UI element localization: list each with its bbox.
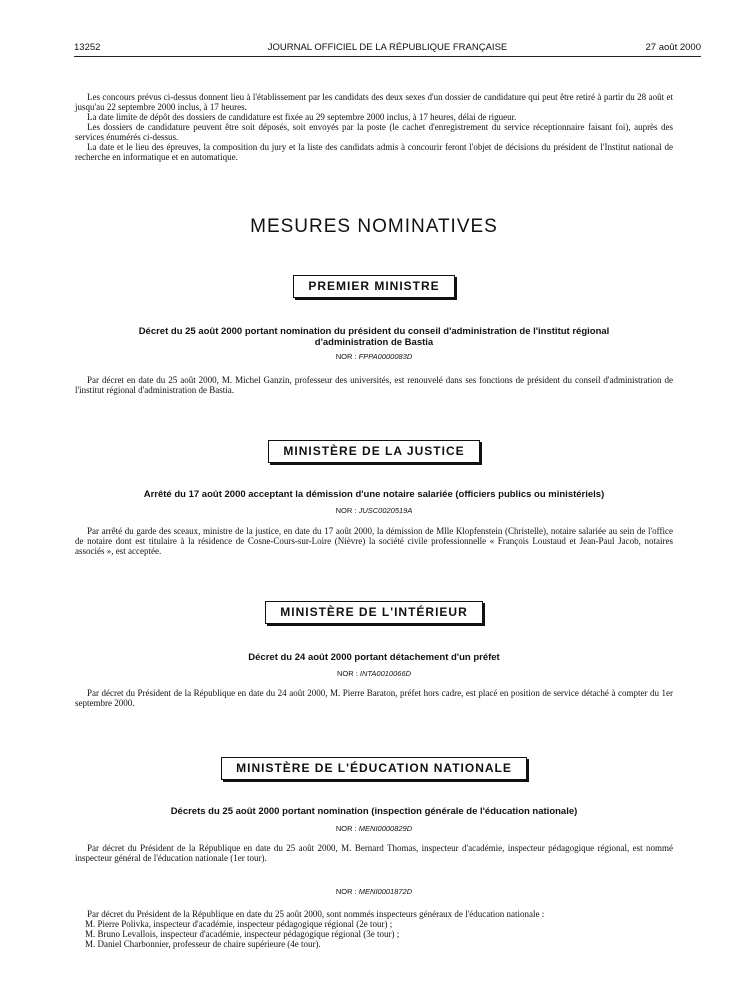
decree-body: Par décret du Président de la République en date du 25 août 2000, sont nommés inspecteurs généraux de l'éducation nationale : [87,909,545,919]
ministry-box: MINISTÈRE DE L'ÉDUCATION NATIONALE [221,757,527,780]
nominative-measures [75,0,673,990]
nor-reference: NOR : INTA0010066D [336,669,412,678]
ministry-box: PREMIER MINISTRE [293,275,454,298]
appointee-list [75,919,673,949]
nor-reference: NOR : MENI0001872D [335,887,413,896]
page-number: 13252 [74,42,101,53]
intro-paragraph: La date limite de dépôt des dossiers de candidature est fixée au 29 septembre 2000 inclus, à 17 heures, délai de rigueur. [87,112,517,122]
decree-title: Décret du 24 août 2000 portant détachement d'un préfet [248,652,500,663]
nor-reference: NOR : JUSC0020519A [335,506,413,515]
nor-reference: NOR : FPPA0000083D [335,352,413,361]
decree-body: Par arrêté du garde des sceaux, ministre de la justice, en date du 17 août 2000, la démission de Mlle Klopfenstein (Christelle), notaire salariée au sein de l'office de notaire dont est titulaire à la résidence de Cosne-Cours-sur-Loire (Nièvre) la société civile professionnelle « François Loustaud et Jean-Paul Jacob, notaires associés », est acceptée. [75,526,673,556]
decree-body: Par décret en date du 25 août 2000, M. Michel Ganzin, professeur des universités, est renouvelé dans ses fonctions de président du conseil d'administration de l'institut régional d'administration de Bastia. [75,375,673,395]
decree-body: Par décret du Président de la République en date du 24 août 2000, M. Pierre Baraton, préfet hors cadre, est placé en position de service détaché à compter du 1er septembre 2000. [75,688,673,708]
ministry-box: MINISTÈRE DE LA JUSTICE [268,440,479,463]
list-item: M. Bruno Levallois, inspecteur d'académie, inspecteur pédagogique régional (3e tour) ; [85,929,400,939]
ministry-box: MINISTÈRE DE L'INTÉRIEUR [265,601,483,624]
intro-paragraph: La date et le lieu des épreuves, la composition du jury et la liste des candidats admis à concourir feront l'objet de décisions du président de l'Institut national de recherche en informatique et en automatique. [75,142,673,162]
decree-title: Décrets du 25 août 2000 portant nomination (inspection générale de l'éducation nationale) [170,806,578,817]
nor-reference: NOR : MENI0000829D [335,824,413,833]
list-item: M. Daniel Charbonnier, professeur de chaire supérieure (4e tour). [85,939,321,949]
intro-paragraph: Les dossiers de candidature peuvent être soit déposés, soit envoyés par la poste (le cachet d'enregistrement du service réceptionnaire faisant foi), auprès des services énumérés ci-dessus. [75,122,673,142]
ministry-heading-justice [75,440,673,463]
ministry-heading-interieur [75,601,673,624]
decree-title: Décret du 25 août 2000 portant nomination du président du conseil d'administration de l'institut régional d'administration de Bastia [138,326,610,348]
list-item: M. Pierre Polivka, inspecteur d'académie, inspecteur pédagogique régional (2e tour) ; [85,919,393,929]
decree-title: Arrêté du 17 août 2000 acceptant la démission d'une notaire salariée (officiers publics ou ministériels) [143,489,605,500]
decree-body: Par décret du Président de la République en date du 25 août 2000, M. Bernard Thomas, inspecteur d'académie, inspecteur pédagogique régional, est nommé inspecteur général de l'éducation nationale (1er tour). [75,843,673,863]
journal-title: JOURNAL OFFICIEL DE LA RÉPUBLIQUE FRANÇAISE [267,42,508,53]
issue-date: 27 août 2000 [645,42,701,53]
ministry-heading-education [75,757,673,780]
intro-paragraph: Les concours prévus ci-dessus donnent lieu à l'établissement par les candidats des deux sexes d'un dossier de candidature qui peut être retiré à partir du 28 août et jusqu'au 22 septembre 2000 inclus, à 17 heures. [75,92,673,112]
section-title: MESURES NOMINATIVES [250,216,498,237]
ministry-heading-premier-ministre [75,275,673,298]
